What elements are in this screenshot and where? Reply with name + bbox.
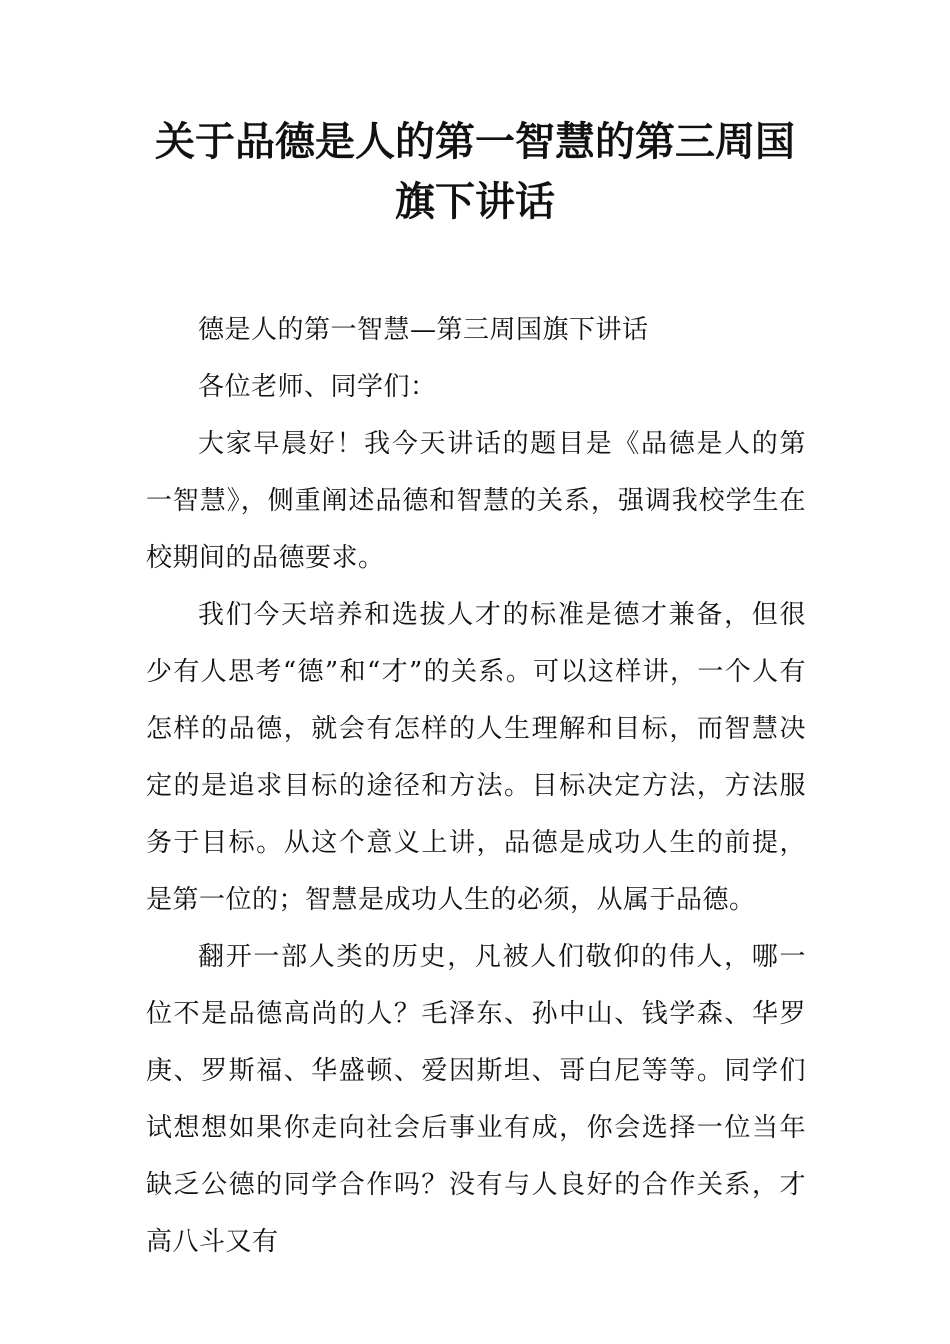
document-title: 关于品德是人的第一智慧的第三周国旗下讲话 — [155, 119, 795, 225]
paragraph-salutation: 各位老师、同学们： — [198, 372, 437, 402]
document-body — [146, 302, 806, 1271]
paragraph-virtue-talent: 我们今天培养和选拔人才的标准是德才兼备，但很少有人思考“德”和“才”的关系。可以这样讲，一个人有怎样的品德，就会有怎样的人生理解和目标，而智慧决定的是追求目标的途径和方法。目标决定方法，方法服务于目标。从这个意义上讲，品德是成功人生的前提，是第一位的；智慧是成功人生的必须，从属于品德。 — [146, 600, 806, 915]
paragraph-history: 翻开一部人类的历史，凡被人们敬仰的伟人，哪一位不是品德高尚的人？毛泽东、孙中山、钱学森、华罗庚、罗斯福、华盛顿、爱因斯坦、哥白尼等等。同学们试想想如果你走向社会后事业有成，你会选择一位当年缺乏公德的同学合作吗？没有与人良好的合作关系，才高八斗又有 — [146, 942, 806, 1257]
paragraph-subtitle: 德是人的第一智慧—第三周国旗下讲话 — [198, 315, 649, 345]
paragraph-intro: 大家早晨好！我今天讲话的题目是《品德是人的第一智慧》，侧重阐述品德和智慧的关系，强调我校学生在校期间的品德要求。 — [146, 429, 806, 573]
